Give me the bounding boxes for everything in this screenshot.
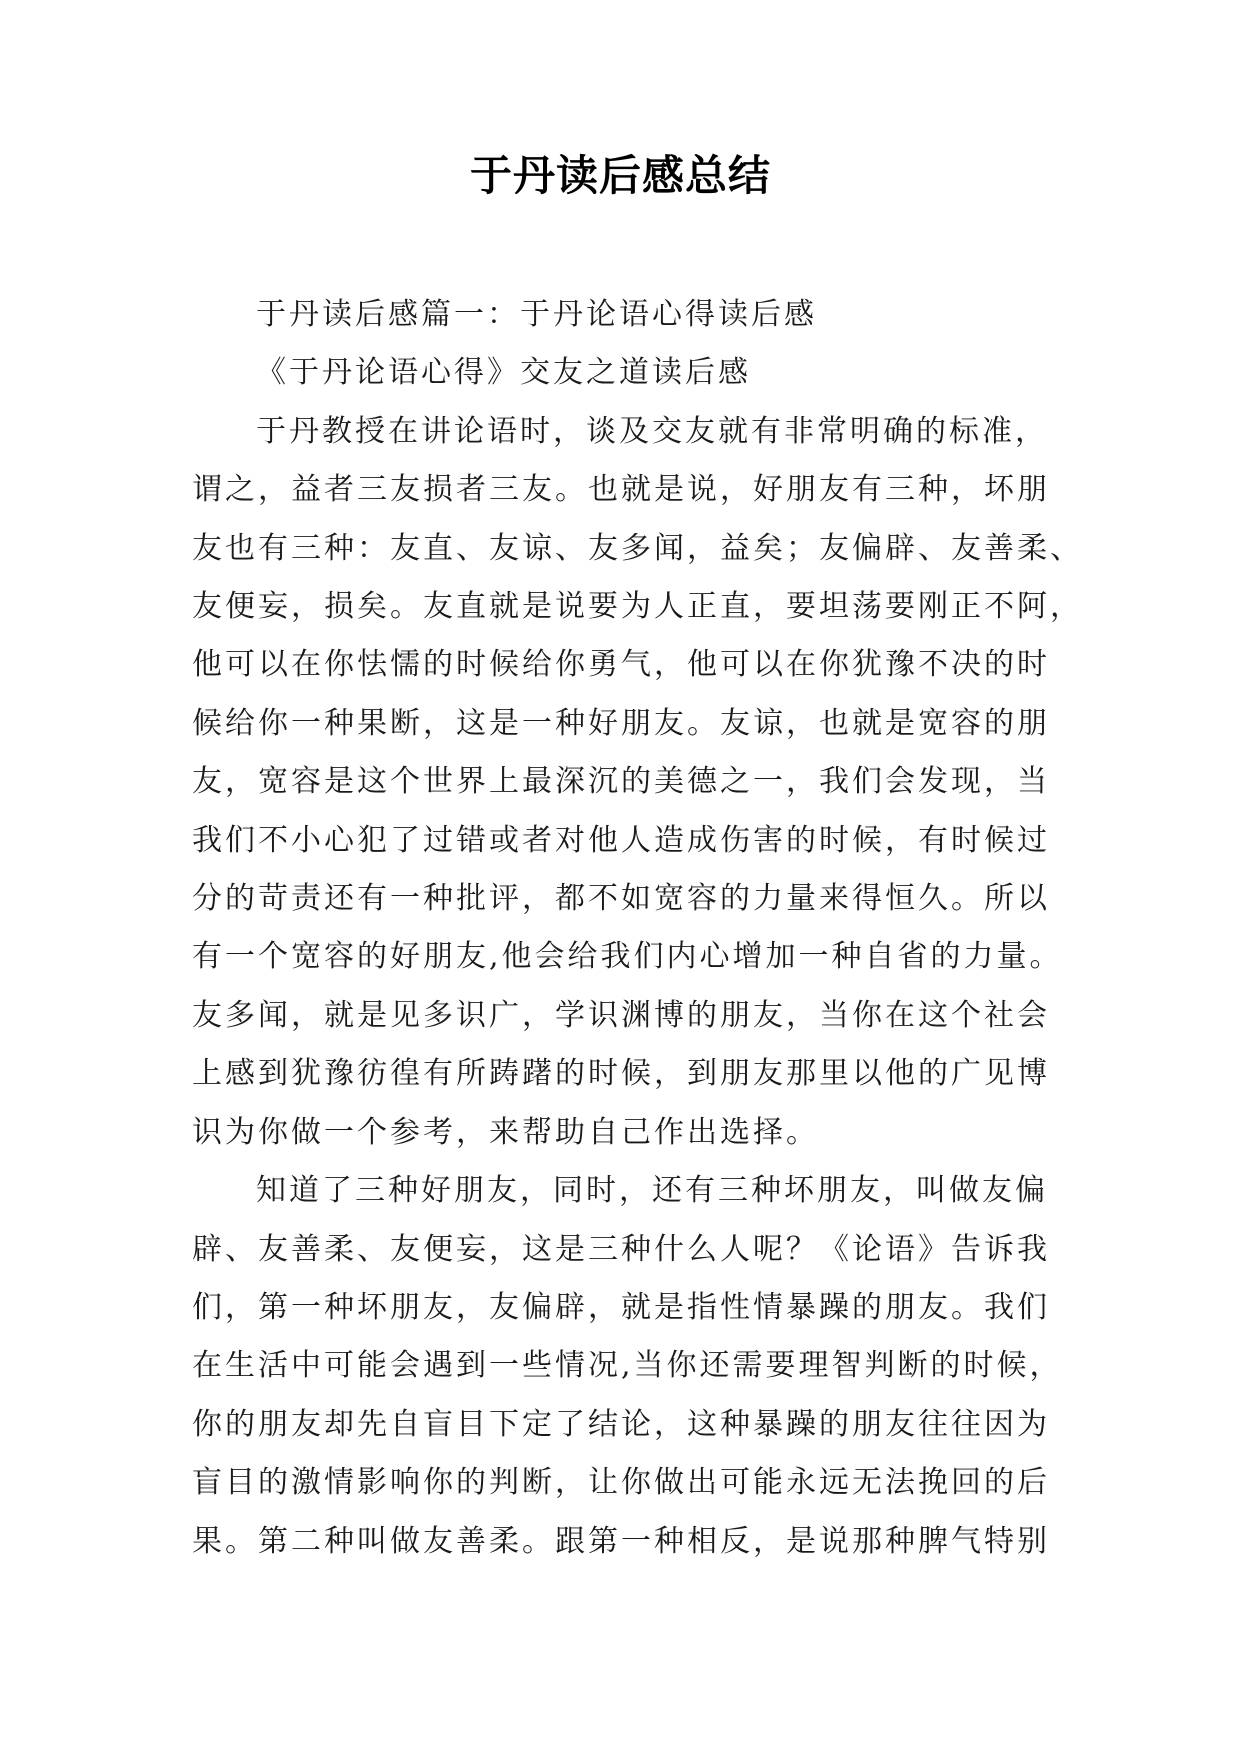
text-line: 《于丹论语心得》交友之道读后感 bbox=[256, 355, 751, 391]
document-body bbox=[192, 286, 1083, 1571]
text-line: 上感到犹豫彷徨有所踌躇的时候，到朋友那里以他的广见博 bbox=[192, 1056, 1050, 1092]
text-line: 于丹教授在讲论语时，谈及交友就有非常明确的标准， bbox=[256, 413, 1048, 449]
text-line: 友多闻，就是见多识广，学识渊博的朋友，当你在这个社会 bbox=[192, 997, 1050, 1033]
text-line: 你的朋友却先自盲目下定了结论，这种暴躁的朋友往往因为 bbox=[192, 1406, 1050, 1442]
document-title: 于丹读后感总结 bbox=[469, 151, 771, 200]
article-subtitle bbox=[192, 344, 1064, 402]
text-line: 我们不小心犯了过错或者对他人造成伤害的时候，有时候过 bbox=[192, 822, 1050, 858]
text-line: 果。第二种叫做友善柔。跟第一种相反，是说那种脾气特别 bbox=[192, 1523, 1050, 1559]
text-line: 友，宽容是这个世界上最深沉的美德之一，我们会发现，当 bbox=[192, 764, 1050, 800]
section-heading bbox=[192, 286, 1064, 344]
text-line: 分的苛责还有一种批评，都不如宽容的力量来得恒久。所以 bbox=[192, 881, 1050, 917]
paragraph-2 bbox=[192, 1162, 1064, 1571]
text-line: 友便妄，损矣。友直就是说要为人正直，要坦荡要刚正不阿， bbox=[192, 589, 1083, 625]
text-line: 有一个宽容的好朋友,他会给我们内心增加一种自省的力量。 bbox=[192, 939, 1063, 975]
text-line: 候给你一种果断，这是一种好朋友。友谅，也就是宽容的朋 bbox=[192, 705, 1050, 741]
text-line: 他可以在你怯懦的时候给你勇气，他可以在你犹豫不决的时 bbox=[192, 647, 1050, 683]
text-line: 知道了三种好朋友，同时，还有三种坏朋友，叫做友偏 bbox=[256, 1173, 1048, 1209]
text-line: 识为你做一个参考，来帮助自己作出选择。 bbox=[192, 1114, 819, 1150]
text-line: 于丹读后感篇一：于丹论语心得读后感 bbox=[256, 297, 817, 332]
text-line: 谓之，益者三友损者三友。也就是说，好朋友有三种，坏朋 bbox=[192, 472, 1050, 508]
text-line: 在生活中可能会遇到一些情况,当你还需要理智判断的时候， bbox=[192, 1348, 1063, 1384]
text-line: 友也有三种：友直、友谅、友多闻，益矣；友偏辟、友善柔、 bbox=[192, 530, 1083, 566]
paragraph-1 bbox=[192, 403, 1083, 1162]
text-line: 辟、友善柔、友便妄，这是三种什么人呢？《论语》告诉我 bbox=[192, 1231, 1050, 1267]
text-line: 盲目的激情影响你的判断，让你做出可能永远无法挽回的后 bbox=[192, 1465, 1050, 1501]
text-line: 们，第一种坏朋友，友偏辟，就是指性情暴躁的朋友。我们 bbox=[192, 1289, 1050, 1325]
